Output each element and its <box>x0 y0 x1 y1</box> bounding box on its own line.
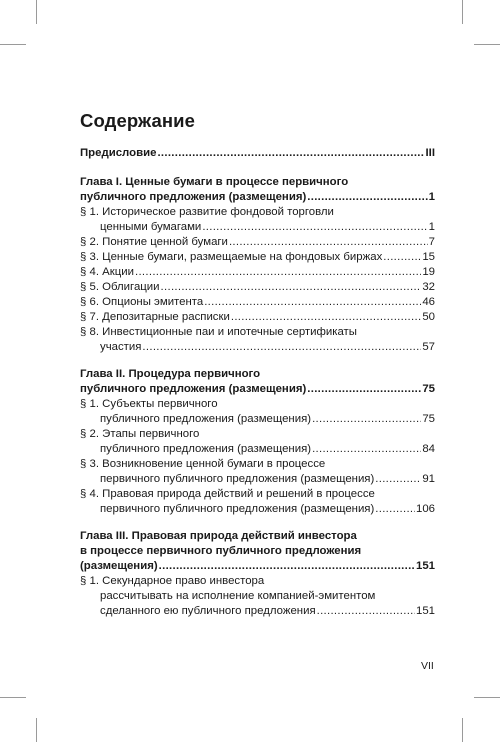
chapter-3-title-cont: в процессе первичного публичного предложения <box>80 545 362 557</box>
toc-entry: § 5. Облигации ..... 32 <box>80 280 435 295</box>
table-of-contents <box>80 110 435 619</box>
toc-entry: § 3. Ценные бумаги, размещаемые на фондовых биржах ..... 15 <box>80 250 435 265</box>
crop-mark <box>462 0 463 24</box>
crop-mark <box>462 718 463 742</box>
toc-entry-cont: участия ..... 57 <box>80 340 435 355</box>
toc-entry: § 1. Секундарное право инвестора <box>80 575 265 587</box>
toc-entry: § 4. Правовая природа действий и решений в процессе <box>80 488 375 500</box>
chapter-2-title: Глава II. Процедура первичного <box>80 368 261 380</box>
crop-mark <box>474 44 500 45</box>
page-title: Содержание <box>80 110 195 131</box>
toc-entry: § 4. Акции ..... 19 <box>80 265 435 280</box>
toc-entry-cont: первичного публичного предложения (размещения) ..... 91 <box>80 472 435 487</box>
toc-entry: § 6. Опционы эмитента ..... 46 <box>80 295 435 310</box>
toc-entry: § 2. Понятие ценной бумаги ..... 7 <box>80 235 435 250</box>
chapter-3-title: Глава III. Правовая природа действий инвестора <box>80 530 357 542</box>
crop-mark <box>0 697 26 698</box>
toc-entry-cont: сделанного ею публичного предложения ..... 151 <box>80 604 435 619</box>
crop-mark <box>0 44 26 45</box>
crop-mark <box>474 697 500 698</box>
toc-entry: § 1. Субъекты первичного <box>80 398 218 410</box>
toc-entry-cont: публичного предложения (размещения) ..... 75 <box>80 412 435 427</box>
chapter-3-title-cont: (размещения) ..... 151 <box>80 559 435 574</box>
toc-entry-cont: рассчитывать на исполнение компанией-эмитентом <box>100 590 376 602</box>
chapter-2-title-cont: публичного предложения (размещения) ..... 75 <box>80 382 435 397</box>
toc-entry: § 3. Возникновение ценной бумаги в процессе <box>80 458 326 470</box>
toc-entry: § 2. Этапы первичного <box>80 428 200 440</box>
toc-entry: § 8. Инвестиционные паи и ипотечные сертификаты <box>80 326 357 338</box>
toc-entry: § 7. Депозитарные расписки ..... 50 <box>80 310 435 325</box>
toc-entry-preface: Предисловие ..... III <box>80 146 435 161</box>
toc-entry: § 1. Историческое развитие фондовой торговли <box>80 206 334 218</box>
crop-mark <box>36 718 37 742</box>
crop-mark <box>36 0 37 24</box>
chapter-1-title-cont: публичного предложения (размещения) ..... 1 <box>80 190 435 205</box>
chapter-1-title: Глава I. Ценные бумаги в процессе первичного <box>80 176 349 188</box>
page-number: VII <box>421 660 434 672</box>
toc-entry-cont: публичного предложения (размещения) ..... 84 <box>80 442 435 457</box>
toc-entry-cont: ценными бумагами ..... 1 <box>80 220 435 235</box>
toc-entry-cont: первичного публичного предложения (размещения) ..... 106 <box>80 502 435 517</box>
